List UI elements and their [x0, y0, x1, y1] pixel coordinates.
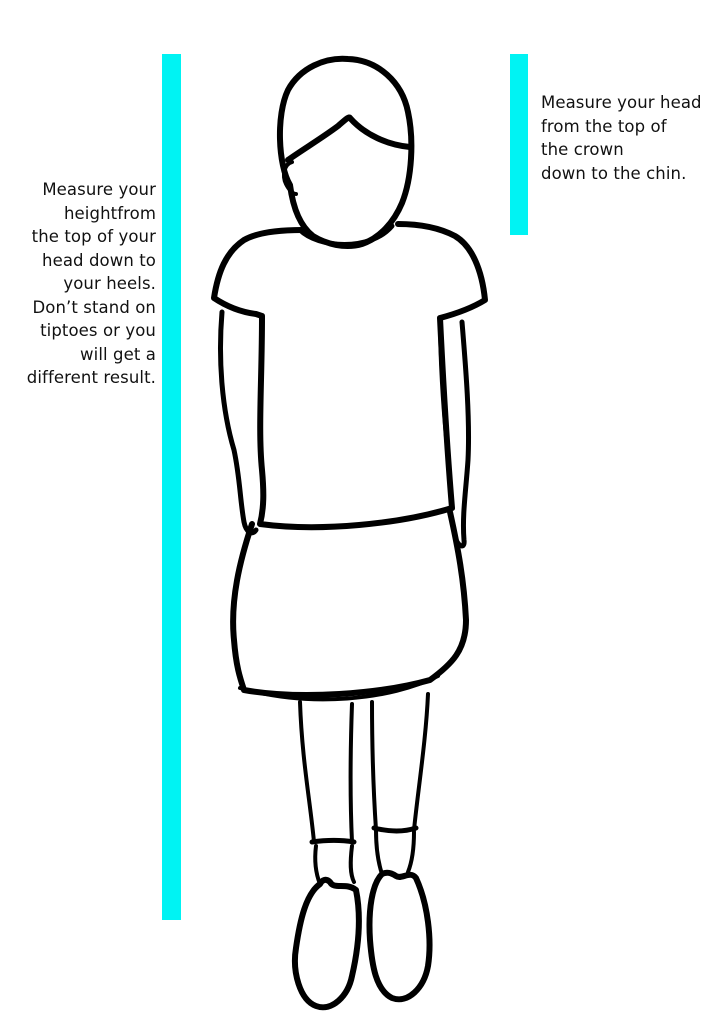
- height-instruction-line: Measure your: [42, 180, 156, 199]
- height-instruction-line: your heels.: [63, 274, 156, 293]
- left-arm-outline: [221, 312, 257, 533]
- legs-outline: [300, 694, 428, 842]
- skirt-outline: [233, 512, 466, 699]
- head-instruction-line: down to the chin.: [541, 163, 687, 183]
- height-instruction-line: will get a: [80, 344, 156, 364]
- shoes-outline: [295, 873, 430, 1008]
- height-instruction-line: tiptoes or you: [40, 321, 156, 340]
- height-instruction-line: heightfrom: [64, 203, 156, 223]
- height-instruction-line: different result.: [26, 368, 156, 387]
- head-instruction-line: Measure your head: [541, 93, 702, 112]
- shirt-outline: [214, 224, 485, 527]
- height-instruction-line: head down to: [42, 250, 156, 270]
- height-instruction-line: the top of your: [31, 227, 156, 246]
- head-instruction-line: the crown: [541, 140, 624, 159]
- head-outline: [280, 59, 411, 246]
- head-instruction-line: from the top of: [541, 116, 667, 136]
- height-instruction-line: Don’t stand on: [32, 297, 156, 317]
